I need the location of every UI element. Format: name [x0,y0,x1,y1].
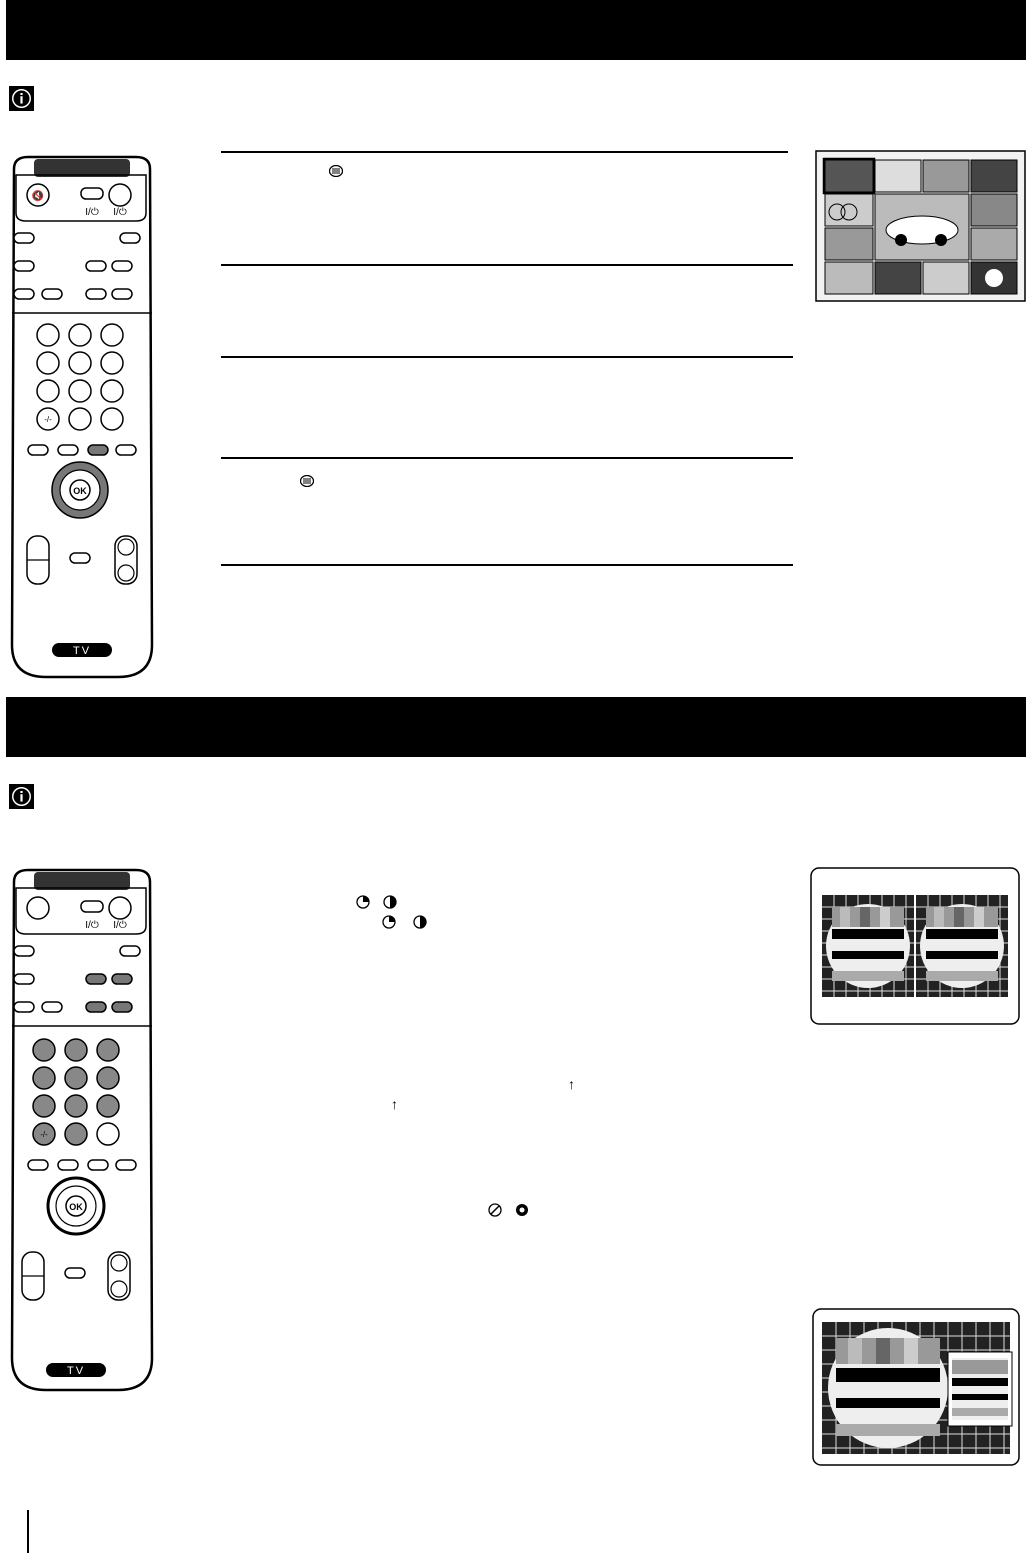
power-label: I/⏻ [85,920,99,931]
arrow-up-icon: ↑ [568,1076,575,1092]
digit-dash-label: -/- [44,415,52,424]
digit-dash-label: -/- [40,1130,48,1139]
tv-label: TV [72,645,92,657]
section-header-bar-top [6,0,1026,60]
divider [221,264,793,266]
multi-picture-screen-illustration [815,150,1026,302]
picture-in-picture-screen-illustration [812,1308,1020,1466]
teletext-icon [329,165,343,177]
swap-icon [488,1203,536,1217]
pip-icon [356,895,404,909]
tv-label: TV [66,1365,86,1377]
ok-label: OK [73,486,87,496]
divider [221,356,793,358]
svg-text:🔇: 🔇 [31,191,45,202]
remote-control-illustration [8,868,156,1396]
page-margin-bar [27,1510,29,1553]
divider [221,151,788,153]
twin-picture-screen-illustration [810,867,1020,1025]
teletext-icon [300,475,314,487]
remote-control-illustration [8,155,156,683]
standby-label: I/⏻ [113,207,127,218]
info-icon [9,784,34,809]
divider [221,457,793,459]
arrow-up-icon: ↑ [391,1096,398,1112]
power-label: I/⏻ [85,207,99,218]
ok-label: OK [69,1202,83,1212]
pip-icon [382,915,430,929]
standby-label: I/⏻ [113,920,127,931]
section-header-bar-bottom [6,697,1026,757]
info-icon [9,86,34,111]
divider [221,564,793,566]
